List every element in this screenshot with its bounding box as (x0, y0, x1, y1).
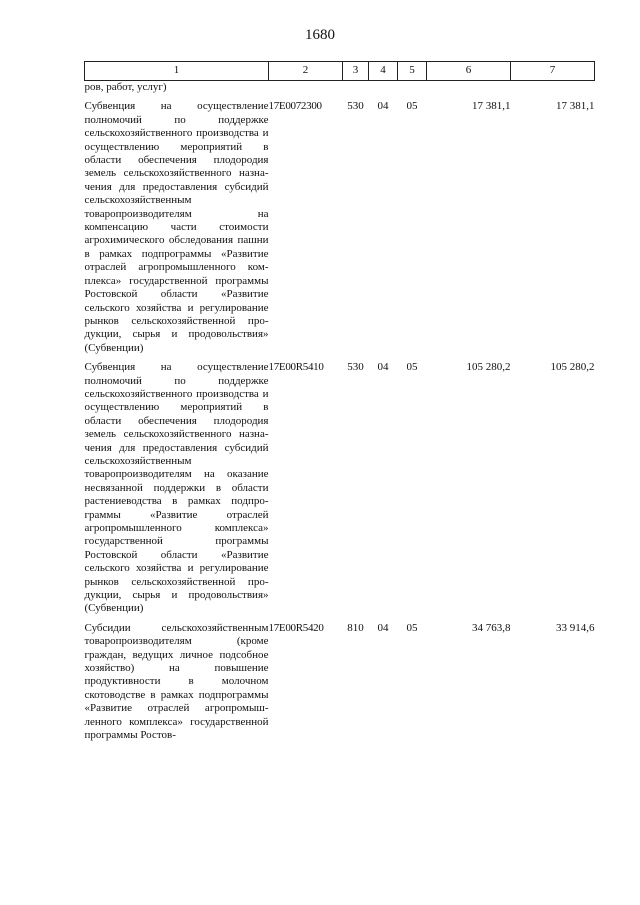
table-row (85, 94, 595, 355)
row-expense-type: 810 (347, 621, 364, 634)
row-description: Субсидии сельскохозяйственным товаропроизводителям (кроме граждан, ведущих личное подсобное хозяйство) на повышение продуктивности в молочном скотоводстве в рамках подпрограммы «Развитие отраслей агропромышленного комплекса» государственной программы Ростов- (84, 621, 269, 742)
row-amount-year-1: 105 280,2 (466, 361, 511, 374)
header-col-1: 1 (85, 62, 269, 81)
continuation-text: ров, работ, услуг) (84, 81, 167, 93)
header-col-4: 4 (369, 62, 398, 81)
row-target-code: 17Е00R5420 (268, 621, 324, 634)
row-subsection: 05 (406, 100, 418, 113)
row-subsection: 05 (406, 621, 418, 634)
row-section: 04 (377, 361, 389, 374)
row-target-code: 17Е00R5410 (268, 361, 324, 374)
row-subsection: 05 (406, 361, 418, 374)
header-col-5: 5 (398, 62, 427, 81)
row-target-code: 17Е0072300 (268, 100, 322, 113)
row-description: Субвенция на осуществление полномочий по поддержке сельскохозяйственного производства и осуществлению мероприятий в области обеспечения плодородия земель сельскохозяйственного назначения для предоставления субсидий сельскохозяйственным товаропроизводителям на оказание несвязанной поддержки в области растениеводства в рамках подпрограммы «Развитие отраслей агропромышленного комплекса» государственной программы Ростовской области «Развитие сельского хозяйства и регулирование рынков сельскохозяйственной продукции, сырья и продовольствия» (Субвенции) (84, 361, 269, 615)
header-col-3: 3 (343, 62, 369, 81)
row-section: 04 (377, 100, 389, 113)
row-expense-type: 530 (347, 100, 364, 113)
row-amount-year-2: 17 381,1 (556, 100, 595, 113)
header-col-7: 7 (511, 62, 595, 81)
row-expense-type: 530 (347, 361, 364, 374)
row-amount-year-2: 105 280,2 (550, 361, 595, 374)
row-amount-year-2: 33 914,6 (556, 621, 595, 634)
header-col-6: 6 (427, 62, 511, 81)
header-col-2: 2 (269, 62, 343, 81)
row-description: Субвенция на осуществление полномочий по поддержке сельскохозяйственного производства и осуществлению мероприятий в области обеспечения плодородия земель сельскохозяйственного назначения для предоставления субсидий сельскохозяйственным товаропроизводителям на компенсацию части стоимости агрохимического обследования пашни в рамках подпрограммы «Развитие отраслей агропромышленного комплекса» государственной программы Ростовской области «Развитие сельского хозяйства и регулирование рынков сельскохозяйственной продукции, сырья и продовольствия» (Субвенции) (84, 100, 269, 354)
table-row (85, 616, 595, 743)
row-amount-year-1: 34 763,8 (472, 621, 511, 634)
page-number: 1680 (305, 27, 335, 43)
table-row (85, 355, 595, 616)
budget-table (84, 61, 595, 743)
row-section: 04 (377, 621, 389, 634)
row-amount-year-1: 17 381,1 (472, 100, 511, 113)
continuation-row (85, 81, 595, 95)
table-header-row (85, 62, 595, 81)
